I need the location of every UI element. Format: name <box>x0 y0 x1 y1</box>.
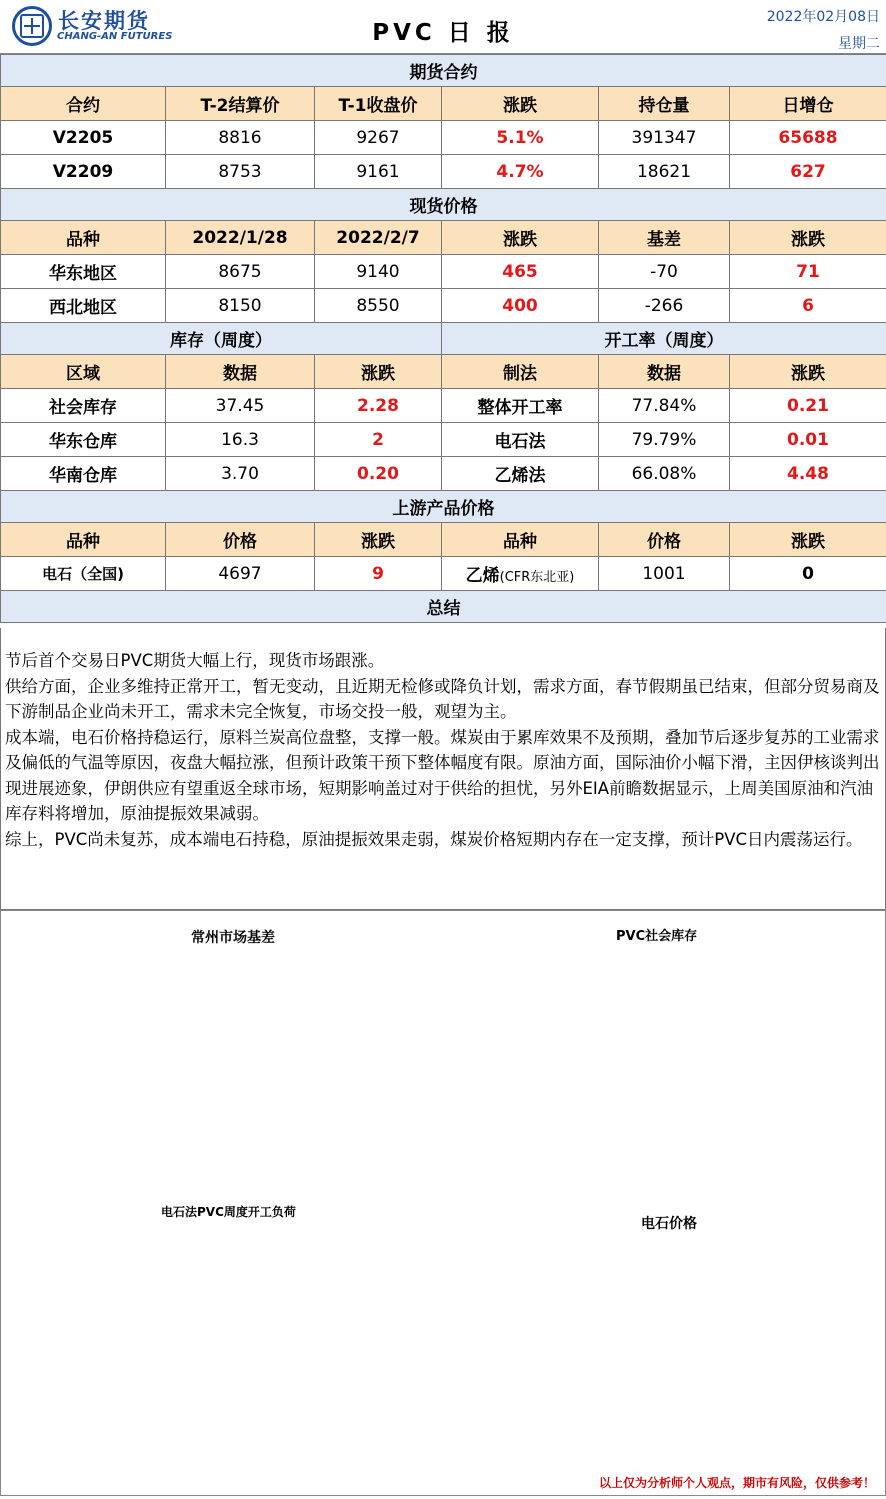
change-cell: 465 <box>442 255 599 289</box>
region-cell: 华东地区 <box>1 255 166 289</box>
charts-panel <box>0 910 886 1496</box>
col-header: 2022/2/7 <box>315 221 442 255</box>
chart-title: 常州市场基差 <box>191 927 275 947</box>
value-cell: 9140 <box>315 255 442 289</box>
report-title: PVC 日 报 <box>0 14 886 47</box>
change-cell: 0.21 <box>730 389 886 423</box>
value-cell: 8675 <box>166 255 315 289</box>
product-cell <box>442 557 599 591</box>
label-cell: 电石法 <box>442 423 599 457</box>
change-cell: 71 <box>730 255 886 289</box>
report-header <box>0 0 886 54</box>
value-cell: 4697 <box>166 557 315 591</box>
col-header: 品种 <box>442 523 599 557</box>
col-header: 价格 <box>166 523 315 557</box>
value-cell: 79.79% <box>599 423 730 457</box>
col-header: 日增仓 <box>730 87 886 121</box>
change-cell: 0.20 <box>315 457 442 491</box>
value-cell: 8753 <box>166 155 315 189</box>
change-cell: 400 <box>442 289 599 323</box>
change-cell: 4.48 <box>730 457 886 491</box>
contract-cell: V2205 <box>1 121 166 155</box>
chart-title: 电石价格 <box>641 1213 697 1233</box>
table-row <box>1 155 886 189</box>
table-row <box>1 255 886 289</box>
value-cell: 18621 <box>599 155 730 189</box>
value-cell: -70 <box>599 255 730 289</box>
product-name: 乙烯 <box>466 566 500 586</box>
region-cell: 西北地区 <box>1 289 166 323</box>
section-title: 上游产品价格 <box>1 491 886 523</box>
value-cell: 66.08% <box>599 457 730 491</box>
disclaimer: 以上仅为分析师个人观点，期市有风险，仅供参考！ <box>599 1474 875 1491</box>
col-header: 品种 <box>1 523 166 557</box>
change-cell: 5.1% <box>442 121 599 155</box>
product-note: (CFR东北亚) <box>500 570 575 585</box>
change-cell: 65688 <box>730 121 886 155</box>
col-header: 涨跌 <box>315 523 442 557</box>
col-header: 区域 <box>1 355 166 389</box>
col-header: 合约 <box>1 87 166 121</box>
label-cell: 整体开工率 <box>442 389 599 423</box>
value-cell: 16.3 <box>166 423 315 457</box>
value-cell: 77.84% <box>599 389 730 423</box>
table-row <box>1 389 886 423</box>
futures-table <box>0 54 886 623</box>
company-name-en: CHANG-AN FUTURES <box>57 31 172 42</box>
section-title: 现货价格 <box>1 189 886 221</box>
col-header: 持仓量 <box>599 87 730 121</box>
table-row <box>1 457 886 491</box>
col-header: 涨跌 <box>442 221 599 255</box>
value-cell: 8550 <box>315 289 442 323</box>
product-cell: 电石（全国) <box>1 557 166 591</box>
report-date: 2022年02月08日 <box>767 6 880 26</box>
section-title: 库存（周度） <box>1 323 442 355</box>
col-header: 制法 <box>442 355 599 389</box>
value-cell: 3.70 <box>166 457 315 491</box>
table-row <box>1 423 886 457</box>
chart-title: 电石法PVC周度开工负荷 <box>161 1203 296 1220</box>
change-cell: 2 <box>315 423 442 457</box>
col-header: 涨跌 <box>315 355 442 389</box>
value-cell: 37.45 <box>166 389 315 423</box>
label-cell: 华南仓库 <box>1 457 166 491</box>
value-cell: 8816 <box>166 121 315 155</box>
col-header: 涨跌 <box>442 87 599 121</box>
col-header: 2022/1/28 <box>166 221 315 255</box>
summary-paragraph: 节后首个交易日PVC期货大幅上行，现货市场跟涨。 <box>5 648 881 674</box>
col-header: 数据 <box>166 355 315 389</box>
value-cell: 9267 <box>315 121 442 155</box>
change-cell: 0 <box>730 557 886 591</box>
col-header: 数据 <box>599 355 730 389</box>
col-header: 涨跌 <box>730 355 886 389</box>
value-cell: 9161 <box>315 155 442 189</box>
table-row <box>1 121 886 155</box>
change-cell: 627 <box>730 155 886 189</box>
report-weekday: 星期二 <box>838 33 880 53</box>
col-header: T-2结算价 <box>166 87 315 121</box>
summary-text <box>0 628 886 910</box>
col-header: 价格 <box>599 523 730 557</box>
value-cell: -266 <box>599 289 730 323</box>
value-cell: 391347 <box>599 121 730 155</box>
change-cell: 2.28 <box>315 389 442 423</box>
chart-title: PVC社会库存 <box>616 925 697 944</box>
table-row <box>1 557 886 591</box>
section-title: 总结 <box>1 591 886 623</box>
col-header: T-1收盘价 <box>315 87 442 121</box>
summary-paragraph: 供给方面，企业多维持正常开工，暂无变动，且近期无检修或降负计划，需求方面，春节假期虽已结束，但部分贸易商及下游制品企业尚未开工，需求未完全恢复，市场交投一般，观望为主。 <box>5 674 881 725</box>
section-title: 期货合约 <box>1 55 886 87</box>
col-header: 涨跌 <box>730 221 886 255</box>
change-cell: 6 <box>730 289 886 323</box>
summary-paragraph: 综上，PVC尚未复苏，成本端电石持稳，原油提振效果走弱，煤炭价格短期内存在一定支撑，预计PVC日内震荡运行。 <box>5 827 881 853</box>
change-cell: 4.7% <box>442 155 599 189</box>
col-header: 基差 <box>599 221 730 255</box>
charts-canvas <box>1 911 885 1495</box>
col-header: 品种 <box>1 221 166 255</box>
contract-cell: V2209 <box>1 155 166 189</box>
label-cell: 华东仓库 <box>1 423 166 457</box>
change-cell: 9 <box>315 557 442 591</box>
value-cell: 1001 <box>599 557 730 591</box>
table-row <box>1 289 886 323</box>
value-cell: 8150 <box>166 289 315 323</box>
company-name-cn: 长安期货 <box>58 5 150 35</box>
label-cell: 乙烯法 <box>442 457 599 491</box>
change-cell: 0.01 <box>730 423 886 457</box>
summary-paragraph: 成本端，电石价格持稳运行，原料兰炭高位盘整，支撑一般。煤炭由于累库效果不及预期，叠加节后逐步复苏的工业需求及偏低的气温等原因，夜盘大幅拉涨，但预计政策干预下整体幅度有限。原油方面，国际油价小幅下滑，主因伊核谈判出现进展迹象，伊朗供应有望重返全球市场，短期影响盖过对于供给的担忧，另外EIA前瞻数据显示，上周美国原油和汽油库存料将增加，原油提振效果减弱。 <box>5 725 881 827</box>
section-title: 开工率（周度） <box>442 323 886 355</box>
label-cell: 社会库存 <box>1 389 166 423</box>
col-header: 涨跌 <box>730 523 886 557</box>
